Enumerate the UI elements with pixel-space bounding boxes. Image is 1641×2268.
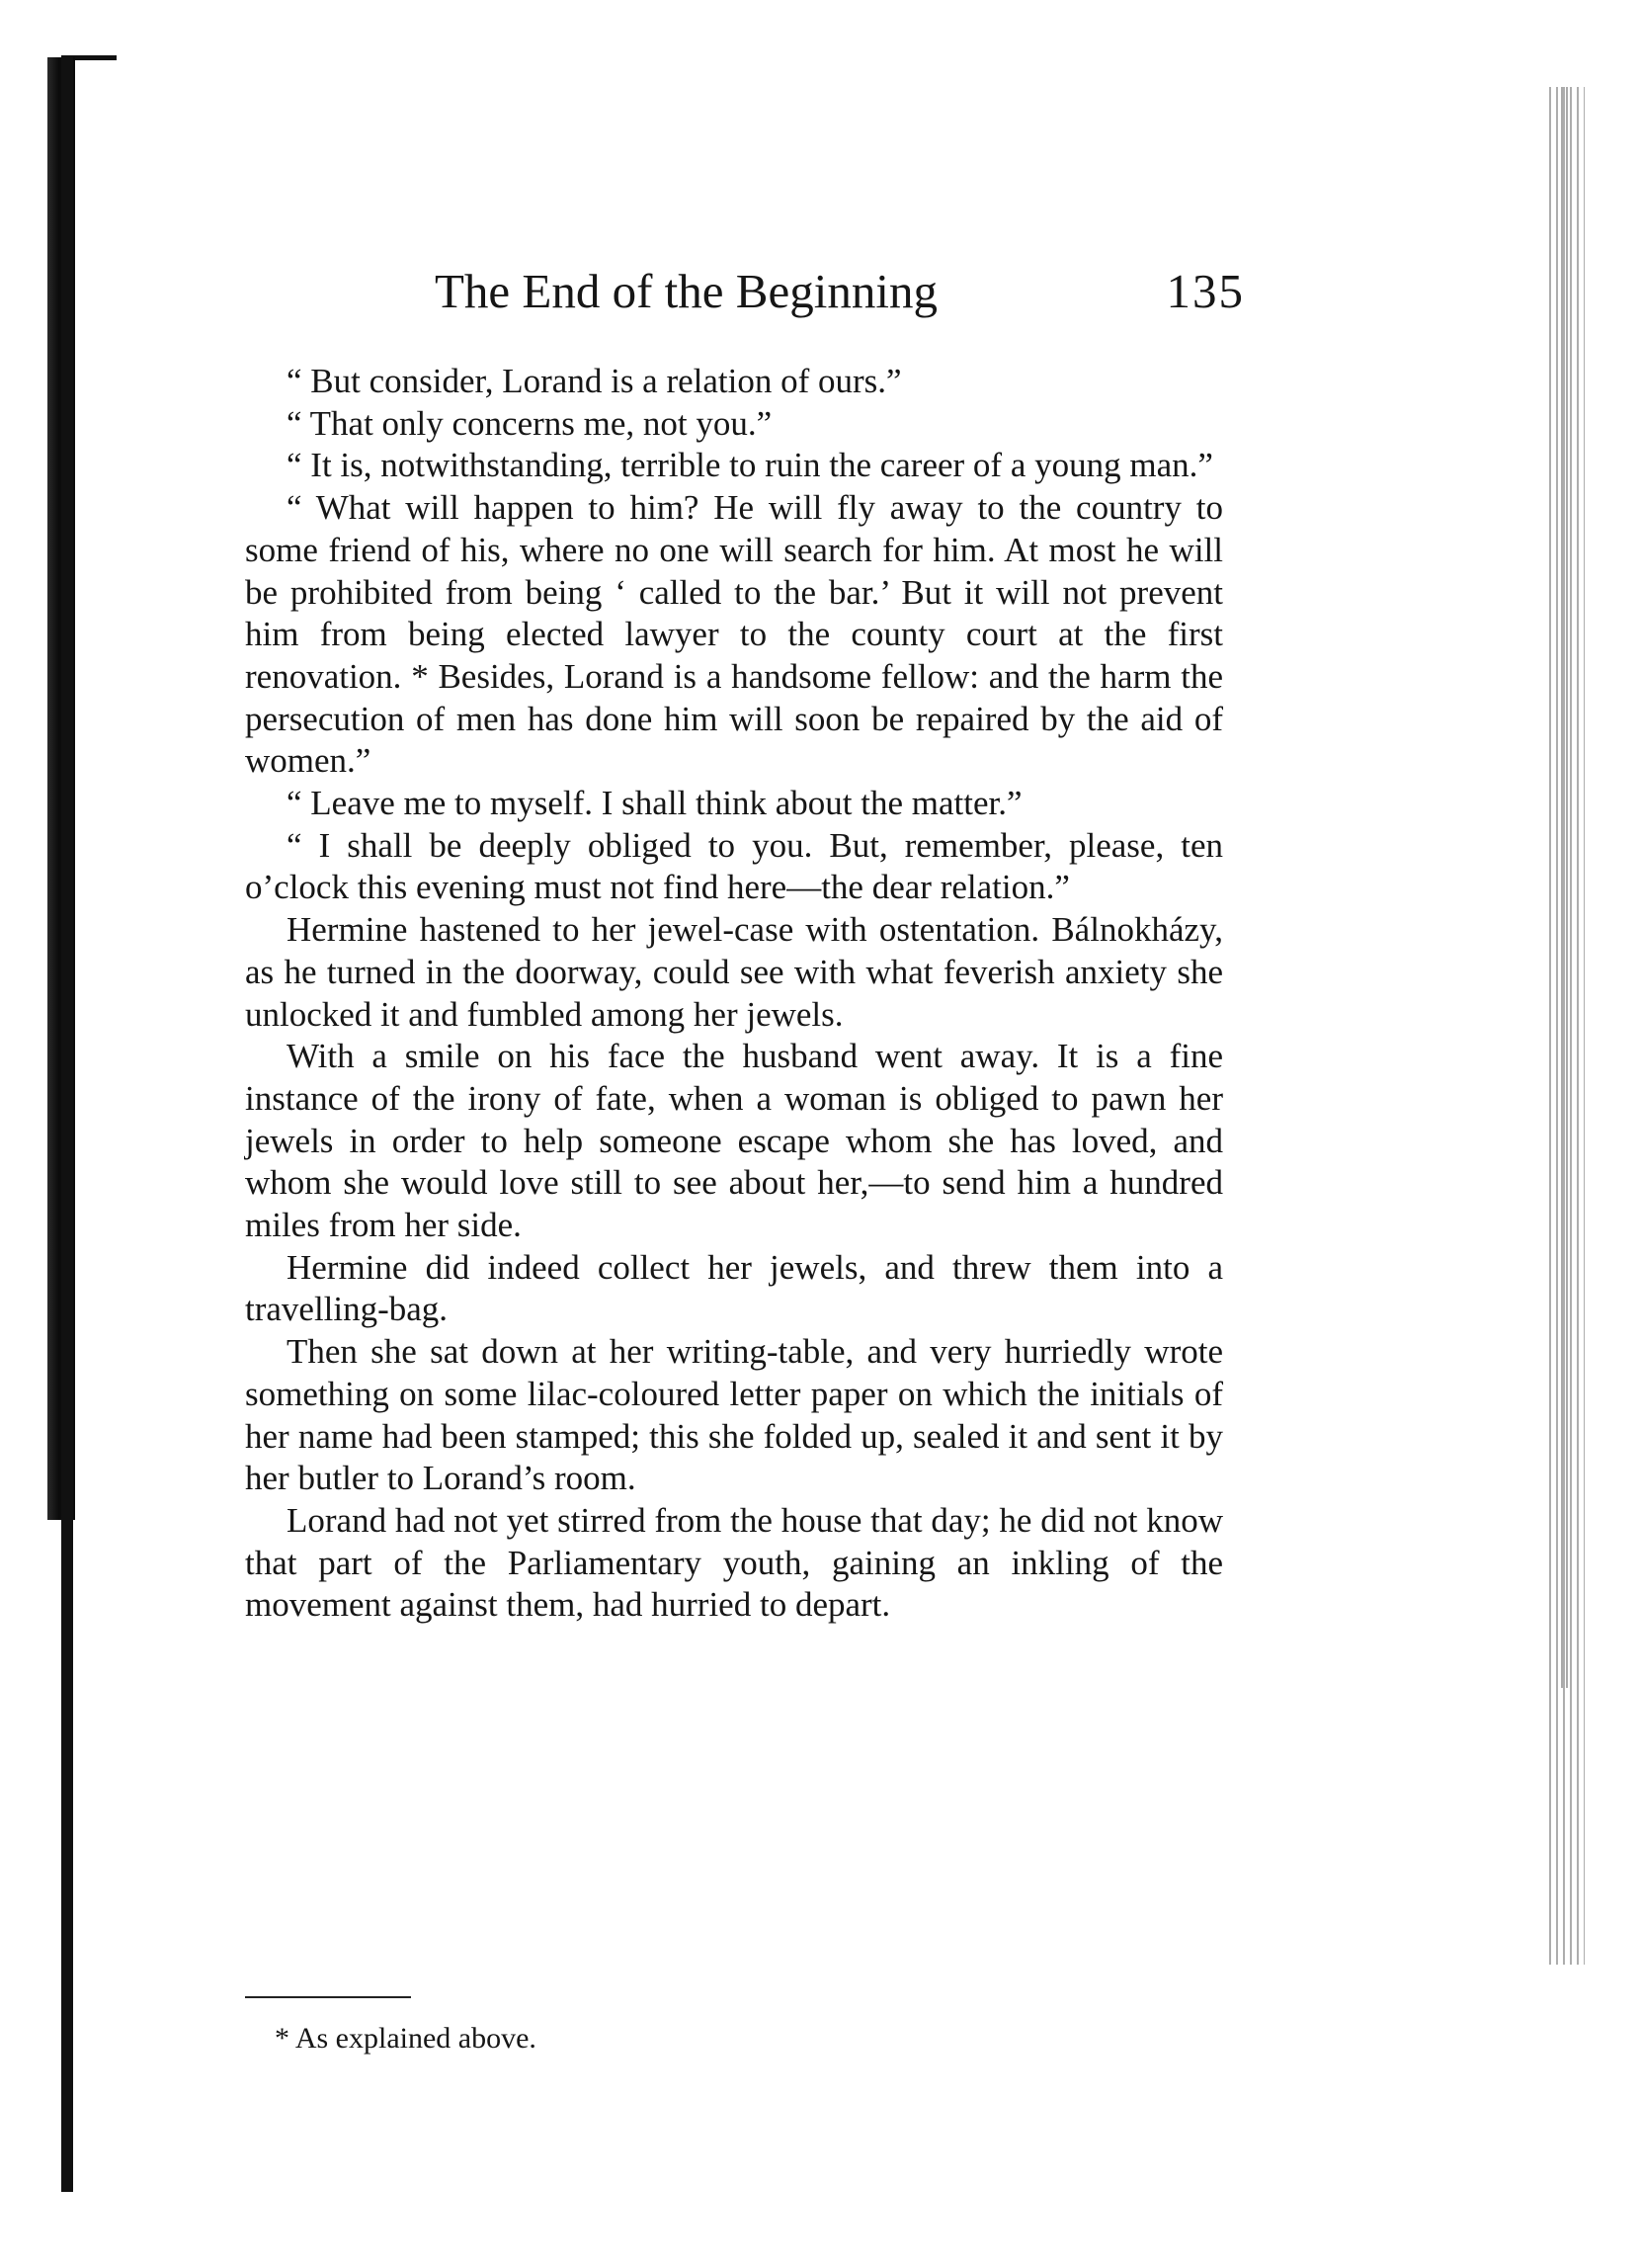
footnote-rule	[245, 1996, 411, 1998]
paragraph: “ Leave me to myself. I shall think about the matter.”	[287, 784, 1023, 823]
running-title: The End of the Beginning	[435, 264, 938, 318]
paragraph: Lorand had not yet stirred from the house that day; he did not know that part of the Parliamentary youth, gaining an inkling of the movement against them, had hurried to depart.	[245, 1500, 1223, 1625]
footnote: * As explained above.	[275, 2022, 536, 2055]
running-header	[435, 263, 1245, 334]
paragraph: “ But consider, Lorand is a relation of ours.”	[287, 362, 902, 400]
body-text	[245, 361, 1223, 1627]
binding-edge	[61, 57, 73, 2192]
paragraph: Hermine hastened to her jewel-case with ostentation. Bálnokházy, as he turned in the doorway, could see with what feverish anxiety she unlocked it and fumbled among her jewels.	[245, 910, 1223, 1034]
page-number: 135	[1166, 264, 1245, 318]
paragraph: With a smile on his face the husband went away. It is a fine instance of the irony of fate, when a woman is obliged to pawn her jewels in order to help someone escape whom she has loved, and whom she would love still to see about her,—to send him a hundred miles from her side.	[245, 1037, 1223, 1245]
paragraph: “ What will happen to him? He will fly away to the country to some friend of his, where no one will search for him. At most he will be prohibited from being ‘ called to the bar.’ But it will not prevent him from being elected lawyer to the county court at the first renovation. * Besides, Lorand is a handsome fellow: and the harm the persecution of men has done him will soon be repaired by the aid of women.”	[245, 488, 1223, 781]
paragraph: Then she sat down at her writing-table, and very hurriedly wrote something on some lilac-coloured letter paper on which the initials of her name had been stamped; this she folded up, sealed it and sent it by her butler to Lorand’s room.	[245, 1332, 1223, 1498]
paragraph: “ It is, notwithstanding, terrible to ruin the career of a young man.”	[287, 446, 1213, 485]
paragraph: Hermine did indeed collect her jewels, and threw them into a travelling-bag.	[245, 1247, 1223, 1329]
paragraph: “ That only concerns me, not you.”	[287, 403, 773, 443]
page-edge-lines-inner	[1561, 87, 1571, 1688]
paragraph: “ I shall be deeply obliged to you. But, remember, please, ten o’clock this evening must not find here—the dear relation.”	[245, 825, 1223, 907]
